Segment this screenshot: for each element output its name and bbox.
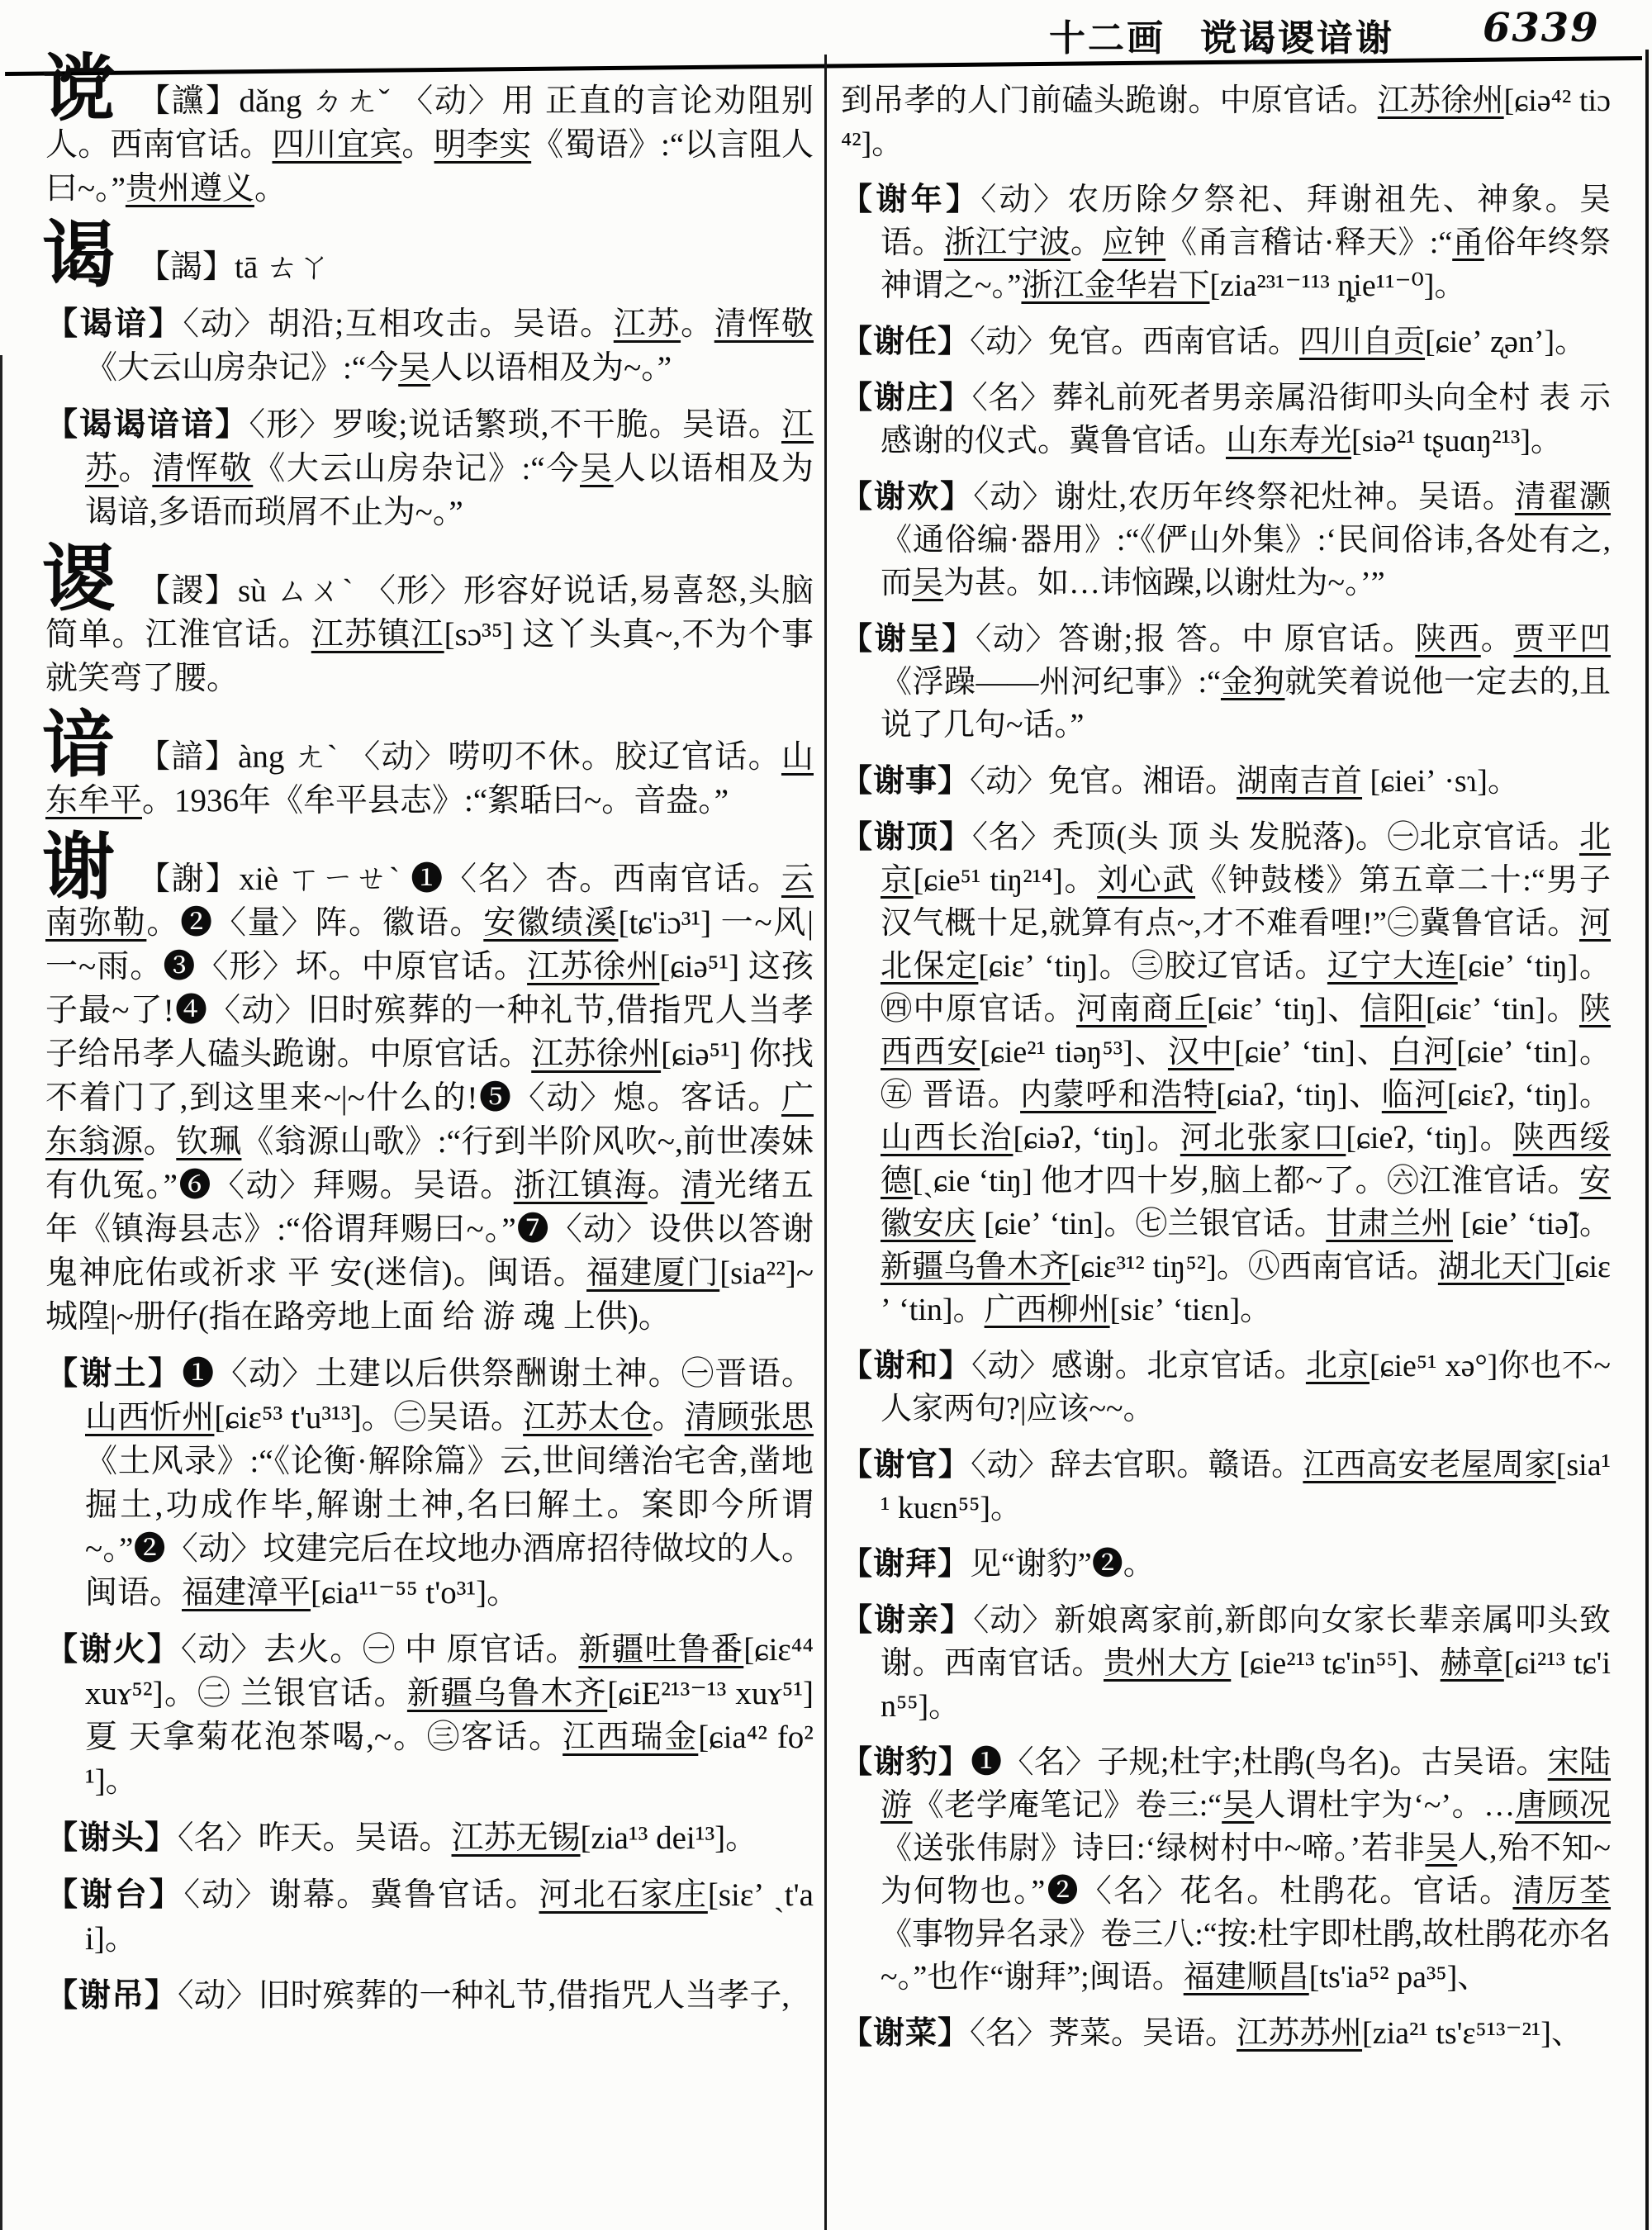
proper-name-underline: 福建厦门 xyxy=(586,1255,720,1291)
entry-title: 【谢台】 xyxy=(45,1877,184,1913)
proper-name-underline: 河南商丘 xyxy=(1075,992,1207,1027)
proper-name-underline: 江西瑞金 xyxy=(563,1720,699,1755)
entry-body: 【谢年】〈动〉农历除夕祭祀、拜谢祖先、神象。吴语。浙江宁波。应钟《甬言稽诂·释天》:“甬俗年终祭神谓之~。”浙江金华岩下[zia²³¹⁻¹¹³ ȵie¹¹⁻⁰]。 xyxy=(841,183,1611,303)
running-head xyxy=(1049,8,1394,61)
entry-title: 【谢庄】 xyxy=(841,381,972,415)
head-character-entry xyxy=(42,828,814,1339)
proper-name-underline: 山东牟平 xyxy=(45,739,814,818)
head-character-entry xyxy=(42,706,814,823)
entry-body: 【謁】tā ㄊㄚ xyxy=(138,249,330,285)
proper-name-underline: 吴 xyxy=(398,350,431,386)
entry-title: 【谢亲】 xyxy=(841,1603,974,1638)
entry-body: 【谢亲】〈动〉新娘离家前,新郎向女家长辈亲属叩头致谢。西南官话。贵州大方 [ɕie²¹³ tɕ'in⁵⁵]、赫章[ɕi²¹³ tɕ'in⁵⁵]。 xyxy=(841,1603,1611,1724)
entry-title: 【谢土】 xyxy=(45,1356,183,1392)
proper-name-underline: 江苏无锡 xyxy=(451,1820,581,1856)
proper-name-underline: 钦珮 xyxy=(176,1124,242,1160)
proper-name-underline: 江苏徐州 xyxy=(527,949,660,985)
dictionary-entry xyxy=(45,1974,814,2018)
proper-name-underline: 唐顾况 xyxy=(1515,1788,1611,1823)
proper-name-underline: 安徽安庆 xyxy=(881,1164,1611,1241)
entry-title: 【谢官】 xyxy=(841,1448,971,1483)
entry-title: 【谢欢】 xyxy=(841,480,974,515)
entry-body: 【谒谒谙谙】〈形〉罗唆;说话繁琐,不干脆。吴语。江苏。清恽敬《大云山房杂记》:“今吴人以语相及为谒谙,多语而琐屑不止为~。” xyxy=(45,407,814,530)
dictionary-entry xyxy=(841,178,1611,307)
dictionary-entry xyxy=(45,1873,814,1961)
proper-name-underline: 吴 xyxy=(579,451,614,486)
entry-body: 到吊孝的人门前磕头跪谢。中原官话。江苏徐州[ɕiə⁴² tiɔ⁴²]。 xyxy=(841,83,1611,161)
proper-name-underline: 新疆吐鲁番 xyxy=(578,1632,744,1668)
entry-body: 【谢和】〈动〉感谢。北京官话。北京[ɕie⁵¹ xə°]你也不~人家两句?|应该~~。 xyxy=(841,1349,1611,1426)
dictionary-entry xyxy=(841,2012,1611,2055)
proper-name-underline: 清翟灏 xyxy=(1514,480,1611,515)
head-character: 谢 xyxy=(42,828,116,909)
scan-edge-artifact-left xyxy=(0,355,2,2230)
proper-name-underline: 江苏徐州 xyxy=(531,1037,662,1072)
proper-name-underline: 贾平凹 xyxy=(1513,622,1611,657)
page-number: 6339 xyxy=(1483,5,1600,51)
stroke-section-label: 十二画 xyxy=(1049,18,1165,59)
proper-name-underline: 贵州大方 xyxy=(1104,1646,1232,1681)
dictionary-entry xyxy=(841,1543,1611,1586)
entry-title: 【谢豹】 xyxy=(841,1745,971,1780)
proper-name-underline: 吴 xyxy=(912,566,944,600)
dictionary-entry xyxy=(45,302,814,390)
proper-name-underline: 辽宁大连 xyxy=(1327,949,1458,984)
entry-title: 【谢年】 xyxy=(841,183,981,217)
column-divider xyxy=(824,55,827,2230)
proper-name-underline: 陕西 xyxy=(1415,622,1481,657)
entry-title: 【谢和】 xyxy=(841,1349,972,1383)
right-column xyxy=(841,79,1611,2055)
proper-name-underline: 江苏苏州 xyxy=(1237,2016,1363,2051)
entry-body: 【谢火】〈动〉去火。㊀ 中 原官话。新疆吐鲁番[ɕiɛ⁴⁴ xuɤ⁵²]。㊁ 兰银官话。新疆乌鲁木齐[ɕiE²¹³⁻¹³ xuɤ⁵¹] 夏 天拿菊花泡茶喝,~。㊂客话。江西瑞金[ɕia⁴² fo²¹]。 xyxy=(45,1632,814,1799)
proper-name-underline: 广东翁源 xyxy=(45,1080,814,1160)
entry-body: 【谢官】〈动〉辞去官职。赣语。江西高安老屋周家[sia¹¹ kuɛn⁵⁵]。 xyxy=(841,1448,1611,1525)
proper-name-underline: 清恽敬 xyxy=(152,451,254,486)
entry-title: 【谢头】 xyxy=(45,1820,178,1856)
proper-name-underline: 山西长治 xyxy=(881,1121,1014,1155)
entry-title: 【谢顶】 xyxy=(841,820,972,855)
proper-name-underline: 白河 xyxy=(1390,1035,1457,1070)
scan-edge-artifact-right xyxy=(1645,50,1649,2230)
dictionary-entry xyxy=(45,1628,814,1803)
proper-name-underline: 福建漳平 xyxy=(182,1575,311,1611)
entry-title: 【谒谙】 xyxy=(45,306,183,342)
proper-name-underline: 内蒙呼和浩特 xyxy=(1020,1078,1217,1113)
proper-name-underline: 山西忻州 xyxy=(85,1400,215,1435)
proper-name-underline: 江苏镇江 xyxy=(311,617,444,652)
entry-body: 【谢豹】❶〈名〉子规;杜宇;杜鹃(鸟名)。古吴语。宋陆游《老学庵笔记》卷三:“吴人谓杜宇为‘~’。…唐顾况《送张伟尉》诗曰:‘绿树村中~啼。’若非吴人,殆不知~为何物也。”❷〈名〉花名。杜鹃花。官话。清厉荃《事物异名录》卷三八:“按:杜宇即杜鹃,故杜鹃花亦名~。”也作“谢拜”;闽语。福建顺昌[ts'ia⁵² pa³⁵]、 xyxy=(841,1745,1611,1995)
proper-name-underline: 信阳 xyxy=(1360,992,1426,1027)
entry-body: 【谢庄】〈名〉葬礼前死者男亲属沿街叩头向全村 表 示感谢的仪式。冀鲁官话。山东寿光[siə²¹ tʂuɑŋ²¹³]。 xyxy=(841,381,1611,458)
proper-name-underline: 清厉荃 xyxy=(1512,1874,1611,1909)
proper-name-underline: 应钟 xyxy=(1102,225,1166,260)
entry-body: 【讜】dǎng ㄉㄤˇ 〈动〉用 正直的言论劝阻别人。西南官话。四川宜宾。明李实《蜀语》:“以言阻人曰~。”贵州遵义。 xyxy=(45,83,814,206)
proper-name-underline: 四川自贡 xyxy=(1299,325,1426,359)
dictionary-entry xyxy=(841,79,1611,165)
entry-title: 【谢吊】 xyxy=(45,1978,178,2014)
proper-name-underline: 刘心武 xyxy=(1097,863,1196,898)
dictionary-entry xyxy=(45,1352,814,1615)
proper-name-underline: 吴 xyxy=(1222,1788,1255,1823)
head-character-entry xyxy=(42,216,814,297)
proper-name-underline: 贵州遵义 xyxy=(125,171,254,206)
proper-name-underline: 浙江金华岩下 xyxy=(1021,268,1210,303)
proper-name-underline: 明李实 xyxy=(434,127,532,163)
proper-name-underline: 河北石家庄 xyxy=(539,1877,708,1913)
proper-name-underline: 江西高安老屋周家 xyxy=(1303,1448,1556,1483)
proper-name-underline: 广西柳州 xyxy=(984,1293,1110,1327)
dictionary-entry xyxy=(841,1741,1611,1999)
dictionary-entry xyxy=(45,1816,814,1860)
proper-name-underline: 山东寿光 xyxy=(1226,424,1352,458)
proper-name-underline: 浙江镇海 xyxy=(513,1168,648,1203)
proper-name-underline: 浙江宁波 xyxy=(943,225,1071,260)
proper-name-underline: 湖北天门 xyxy=(1437,1250,1564,1284)
entry-body: 【谢土】❶〈动〉土建以后供祭酬谢土神。㊀晋语。山西忻州[ɕiɛ⁵³ t'u³¹³]。㊁吴语。江苏太仓。清顾张思《土风录》:“《论衡·解除篇》云,世间缮治宅舍,凿地掘土,功成作毕,解谢土神,名曰解土。案即今所谓~。”❷〈动〉坟建完后在坟地办酒席招待做坟的人。闽语。福建漳平[ɕia¹¹⁻⁵⁵ t'o³¹]。 xyxy=(45,1356,814,1611)
proper-name-underline: 吴 xyxy=(1425,1831,1458,1866)
entry-body: 【謝】xiè ㄒㄧㄝˋ ❶〈名〉杏。西南官话。云南弥勒。❷〈量〉阵。徽语。安徽绩溪[tɕ'iɔ³¹] 一~风|一~雨。❸〈形〉坏。中原官话。江苏徐州[ɕiə⁵¹] 这孩子最~了!❹〈动〉旧时殡葬的一种礼节,借指咒人当孝子给吊孝人磕头跪谢。中原官话。江苏徐州[ɕiə⁵¹] 你找不着门了,到这里来~|~什么的!❺〈动〉熄。客话。广东翁源。钦珮《翁源山歌》:“行到半阶风吹~,前世凑妹有仇冤。”❻〈动〉拜赐。吴语。浙江镇海。清光绪五年《镇海县志》:“俗谓拜赐曰~。”❼〈动〉设供以答谢鬼神庇佑或祈求 平 安(迷信)。闽语。福建厦门[sia²²]~城隍|~册仔(指在路旁地上面 给 游 魂 上供)。 xyxy=(45,861,814,1335)
proper-name-underline: 江苏 xyxy=(613,306,681,342)
dictionary-entry xyxy=(841,1599,1611,1728)
proper-name-underline: 新疆乌鲁木齐 xyxy=(881,1250,1070,1284)
head-character: 谒 xyxy=(42,216,116,297)
proper-name-underline: 甘肃兰州 xyxy=(1326,1207,1453,1241)
dictionary-entry xyxy=(841,816,1611,1331)
head-character: 谠 xyxy=(42,50,116,130)
left-column xyxy=(42,50,814,2018)
proper-name-underline: 河北保定 xyxy=(881,906,1611,984)
proper-name-underline: 安徽绩溪 xyxy=(483,905,619,941)
entry-body: 【谢顶】〈名〉秃顶(头 顶 头 发脱落)。㊀北京官话。北京[ɕie⁵¹ tiŋ²¹⁴]。刘心武《钟鼓楼》第五章二十:“男子汉气概十足,就算有点~,才不难看哩!”㊁冀鲁官话。河北保定[ɕiɛʼ ʻtiŋ]。㊂胶辽官话。辽宁大连[ɕieʼ ʻtiŋ]。㊃中原官话。河南商丘[ɕiɛʼ ʻtiŋ]、信阳[ɕiɛʼ ʻtin]。陕西西安[ɕie²¹ tiəŋ⁵³]、汉中[ɕieʼ ʻtin]、白河[ɕieʼ ʻtin]。㊄ 晋语。内蒙呼和浩特[ɕiaʔ, ʻtiŋ]、临河[ɕiɛʔ, ʻtiŋ]。山西长治[ɕiəʔ, ʻtiŋ]。河北张家口[ɕieʔ, ʻtiŋ]。陕西绥德[ˏɕie ʻtiŋ] 他才四十岁,脑上都~了。㊅江淮官话。安徽安庆 [ɕieʼ ʻtin]。㊆兰银官话。甘肃兰州 [ɕieʼ ʻtiə̃]。新疆乌鲁木齐[ɕiɛ³¹² tiŋ⁵²]。㊇西南官话。湖北天门[ɕiɛʼ ʻtin]。广西柳州[siɛʼ ʻtiɛn]。 xyxy=(841,820,1611,1327)
head-character-entry xyxy=(42,50,814,211)
proper-name-underline: 云南弥勒 xyxy=(45,861,814,941)
proper-name-underline: 北京 xyxy=(881,820,1611,898)
dictionary-entry xyxy=(841,618,1611,747)
running-head-chars: 谠谒谡谙谢 xyxy=(1200,18,1394,59)
dictionary-entry xyxy=(841,1345,1611,1431)
proper-name-underline: 河北张家口 xyxy=(1180,1121,1346,1155)
dictionary-entry xyxy=(45,403,814,534)
proper-name-underline: 陕西西安 xyxy=(881,992,1611,1070)
entry-body: 【谢吊】〈动〉旧时殡葬的一种礼节,借指咒人当孝子, xyxy=(45,1978,790,2014)
proper-name-underline: 汉中 xyxy=(1167,1035,1235,1070)
proper-name-underline: 新疆乌鲁木齐 xyxy=(406,1676,608,1711)
entry-body: 【谢任】〈动〉免官。西南官话。四川自贡[ɕieʼ ʐənʼ]。 xyxy=(841,325,1587,359)
entry-body: 【谢菜】〈名〉荠菜。吴语。江苏苏州[zia²¹ ts'ɛ⁵¹³⁻²¹]、 xyxy=(841,2016,1583,2051)
entry-body: 【谒谙】〈动〉胡沿;互相攻击。吴语。江苏。清恽敬《大云山房杂记》:“今吴人以语相及为~。” xyxy=(45,306,814,386)
head-character: 谙 xyxy=(42,706,116,786)
entry-title: 【谒谒谙谙】 xyxy=(45,407,249,443)
dictionary-entry xyxy=(841,377,1611,463)
entry-body: 【谢事】〈动〉免官。湘语。湖南吉首 [ɕieiʼ ·sɿ]。 xyxy=(841,764,1519,799)
entry-body: 【谢拜】见“谢豹”❷。 xyxy=(841,1547,1155,1582)
proper-name-underline: 湖南吉首 xyxy=(1237,764,1363,799)
proper-name-underline: 北京 xyxy=(1305,1349,1370,1383)
proper-name-underline: 清 xyxy=(681,1168,714,1203)
entry-body: 【谢台】〈动〉谢幕。冀鲁官话。河北石家庄[siɛʼ ˏt'ai]。 xyxy=(45,1877,814,1957)
entry-title: 【谢菜】 xyxy=(841,2016,971,2051)
proper-name-underline: 清恽敬 xyxy=(714,306,814,342)
head-character: 谡 xyxy=(42,540,116,620)
entry-body: 【谢头】〈名〉昨天。吴语。江苏无锡[zia¹³ dei¹³]。 xyxy=(45,1820,758,1856)
entry-body: 【謖】sù ㄙㄨˋ 〈形〉形容好说话,易喜怒,头脑简单。江淮官话。江苏镇江[sɔ³⁵] 这丫头真~,不为个事就笑弯了腰。 xyxy=(45,573,814,696)
proper-name-underline: 江苏徐州 xyxy=(1377,83,1504,118)
entry-body: 【谢欢】〈动〉谢灶,农历年终祭祀灶神。吴语。清翟灏《通俗编·器用》:“《俨山外集》:‘民间俗讳,各处有之,而吴为甚。如…讳恼躁,以谢灶为~。’” xyxy=(841,480,1611,600)
entry-title: 【谢火】 xyxy=(45,1632,181,1668)
proper-name-underline: 福建顺昌 xyxy=(1183,1960,1309,1995)
proper-name-underline: 陕西绥德 xyxy=(881,1121,1611,1198)
proper-name-underline: 赫章 xyxy=(1440,1646,1504,1681)
entry-title: 【谢任】 xyxy=(841,325,971,359)
proper-name-underline: 四川宜宾 xyxy=(272,127,402,163)
proper-name-underline: 甬 xyxy=(1452,225,1484,260)
dictionary-entry xyxy=(841,320,1611,363)
proper-name-underline: 金狗 xyxy=(1220,665,1285,700)
head-character-entry xyxy=(42,540,814,700)
proper-name-underline: 清顾张思 xyxy=(684,1400,814,1435)
entry-title: 【谢事】 xyxy=(841,764,971,799)
proper-name-underline: 江苏太仓 xyxy=(523,1400,653,1435)
dictionary-entry xyxy=(841,760,1611,803)
entry-body: 【諳】àng ㄤˋ 〈动〉唠叨不休。胶辽官话。山东牟平。1936年《牟平县志》:“絮聒曰~。音盎。” xyxy=(45,739,814,818)
proper-name-underline: 宋陆游 xyxy=(881,1745,1611,1823)
entry-body: 【谢呈】〈动〉答谢;报 答。中 原官话。陕西。贾平凹《浮躁——州河纪事》:“金狗就笑着说他一定去的,且说了几句~话。” xyxy=(841,622,1611,743)
dictionary-entry xyxy=(841,476,1611,605)
proper-name-underline: 江苏 xyxy=(85,407,814,486)
proper-name-underline: 临河 xyxy=(1381,1078,1447,1113)
entry-title: 【谢拜】 xyxy=(841,1547,971,1582)
dictionary-entry xyxy=(841,1444,1611,1530)
entry-title: 【谢呈】 xyxy=(841,622,976,657)
